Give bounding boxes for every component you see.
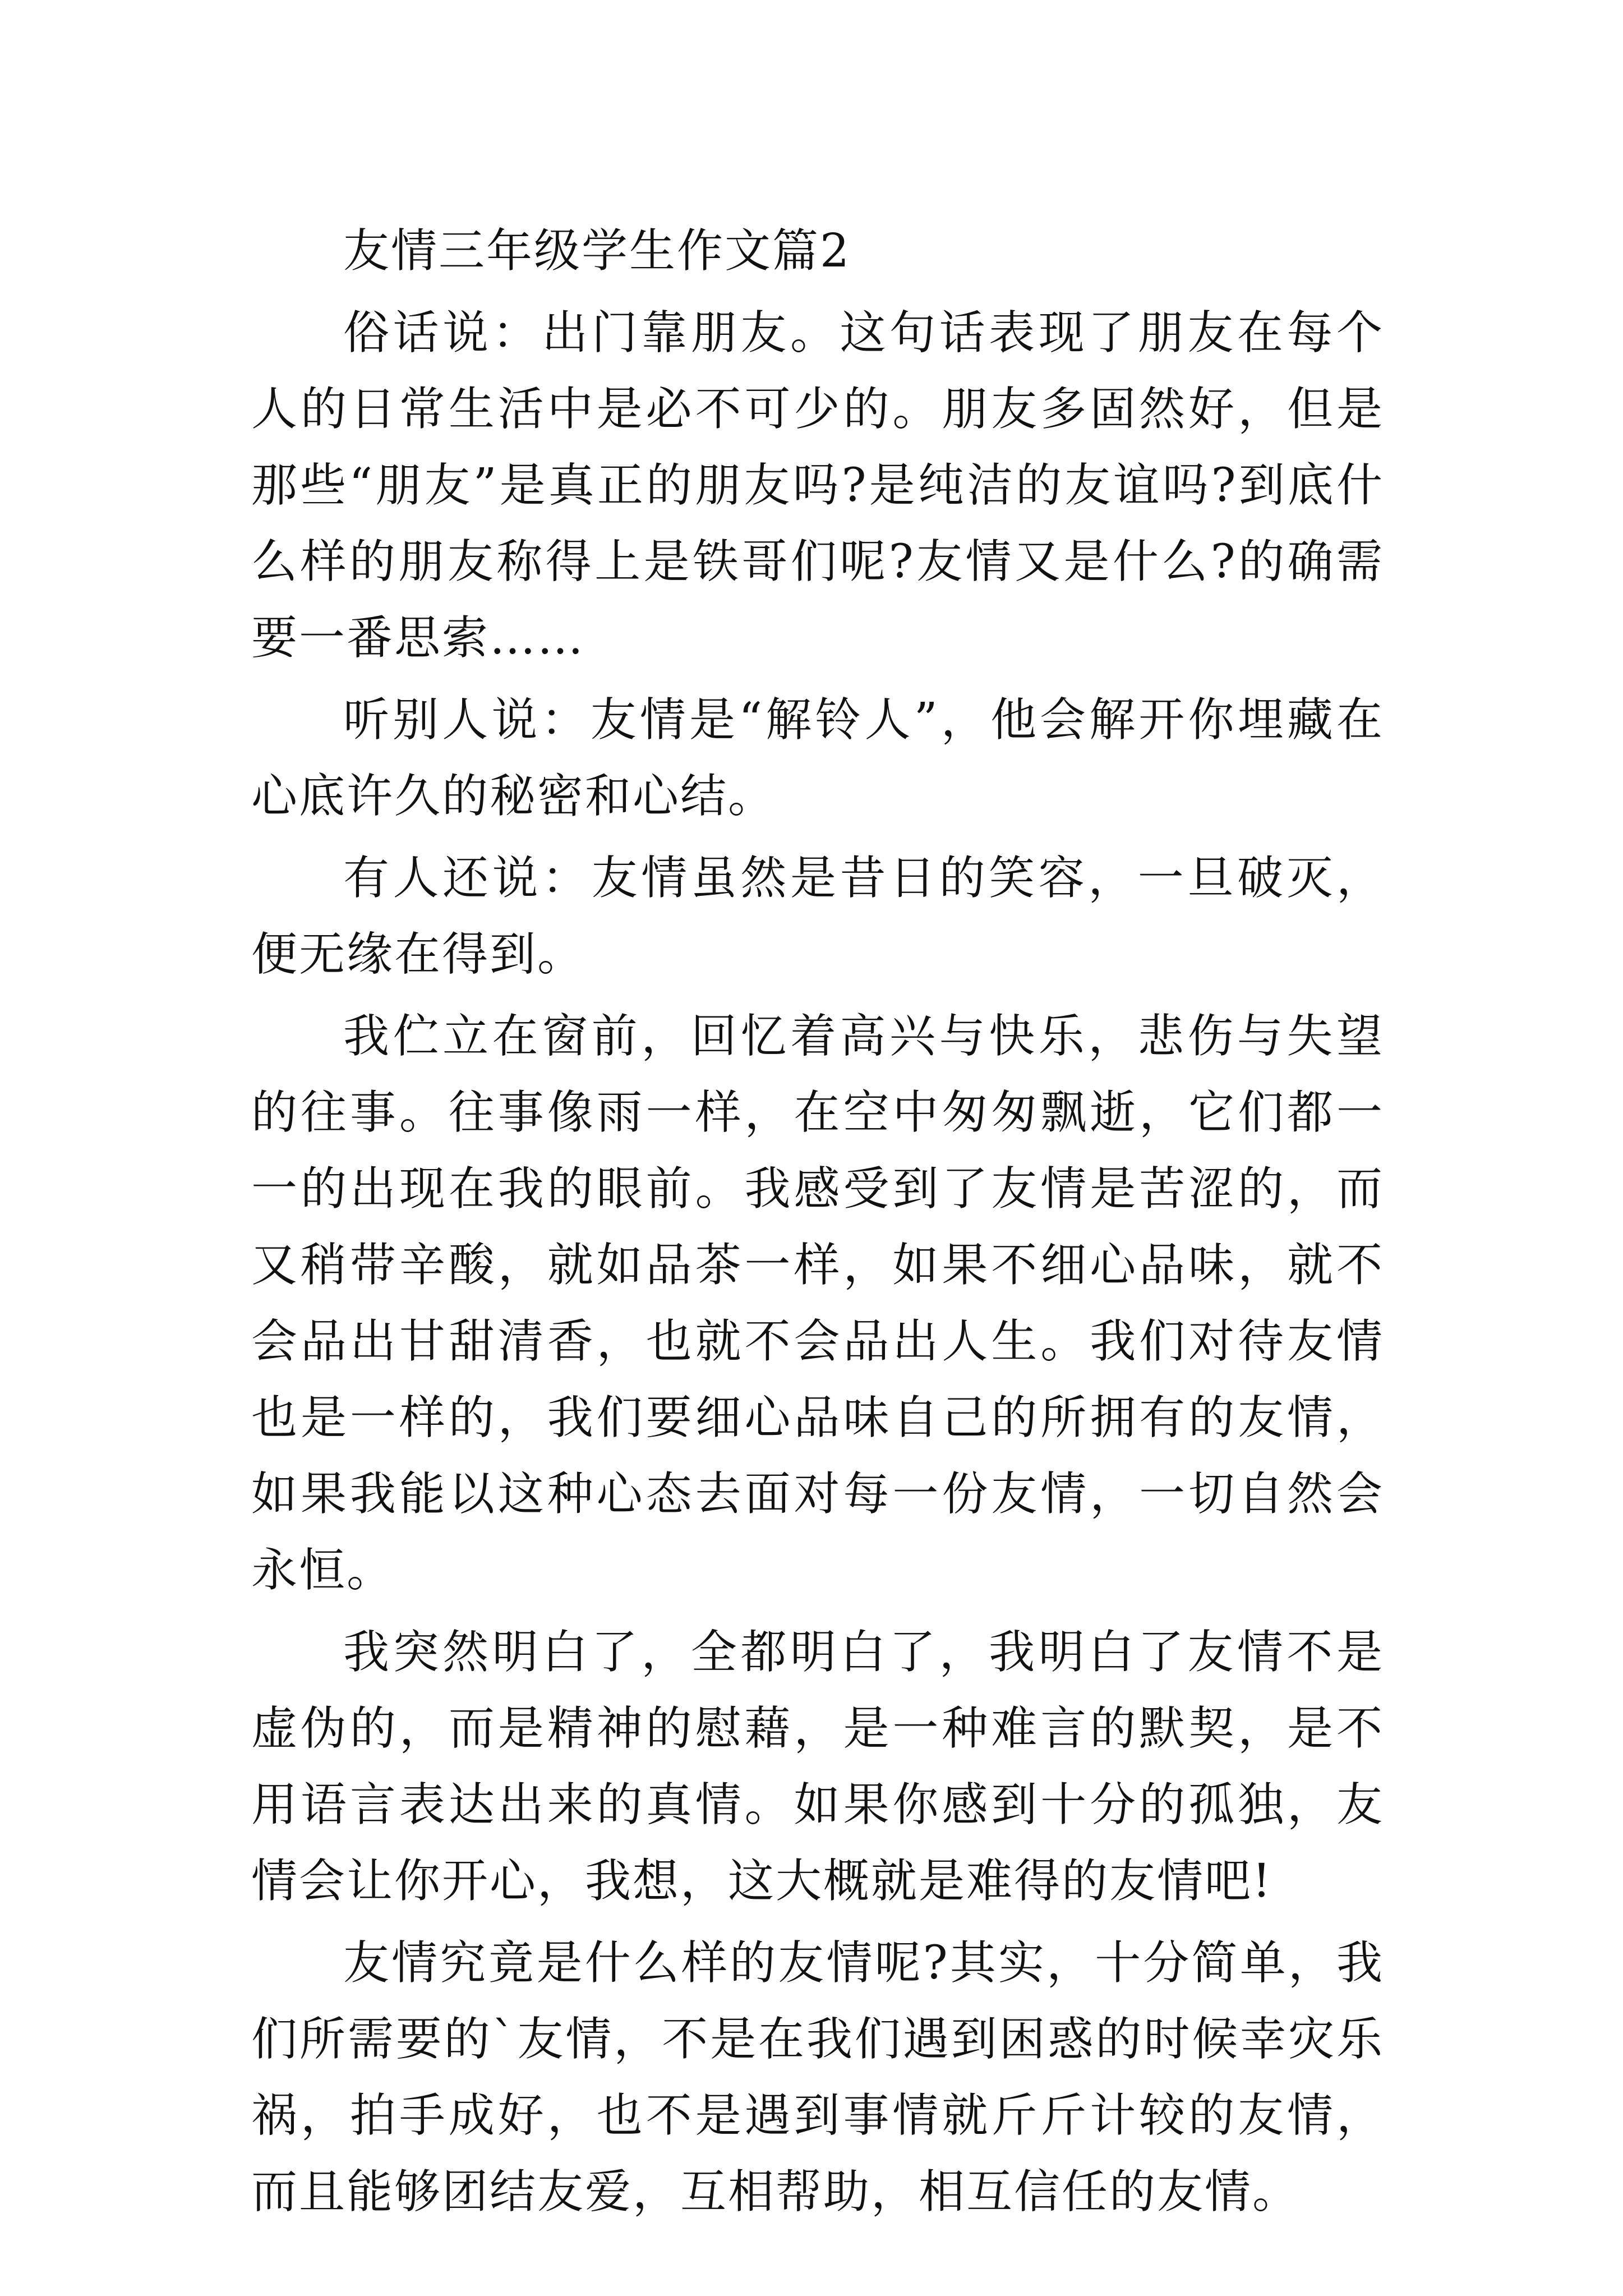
- paragraph-1: 俗话说：出门靠朋友。这句话表现了朋友在每个人的日常生活中是必不可少的。朋友多固然好，但是那些“朋友”是真正的朋友吗?是纯洁的友谊吗?到底什么样的朋友称得上是铁哥们呢?友情又是什么?的确需要一番思索……: [251, 306, 1384, 665]
- paragraph-3: 有人还说：友情虽然是昔日的笑容，一旦破灭，便无缘在得到。: [251, 852, 1384, 981]
- paragraph-6: 友情究竟是什么样的友情呢?其实，十分简单，我们所需要的`友情，不是在我们遇到困惑的时候幸灾乐祸，拍手成好，也不是遇到事情就斤斤计较的友情，而且能够团结友爱，互相帮助，相互信任的友情。: [251, 1936, 1384, 2219]
- essay-body: [251, 213, 1384, 2236]
- essay-title: 友情三年级学生作文篇2: [343, 224, 851, 278]
- paragraph-4: 我伫立在窗前，回忆着高兴与快乐，悲伤与失望的往事。往事像雨一样，在空中匆匆飘逝，它们都一一的出现在我的眼前。我感受到了友情是苦涩的，而又稍带辛酸，就如品茶一样，如果不细心品味，就不会品出甘甜清香，也就不会品出人生。我们对待友情也是一样的，我们要细心品味自己的所拥有的友情，如果我能以这种心态去面对每一份友情，一切自然会永恒。: [251, 1010, 1384, 1597]
- paragraph-5: 我突然明白了，全都明白了，我明白了友情不是虚伪的，而是精神的慰藉，是一种难言的默契，是不用语言表达出来的真情。如果你感到十分的孤独，友情会让你开心，我想，这大概就是难得的友情吧!: [251, 1626, 1384, 1908]
- paragraph-2: 听别人说：友情是“解铃人”，他会解开你埋藏在心底许久的秘密和心结。: [251, 693, 1384, 823]
